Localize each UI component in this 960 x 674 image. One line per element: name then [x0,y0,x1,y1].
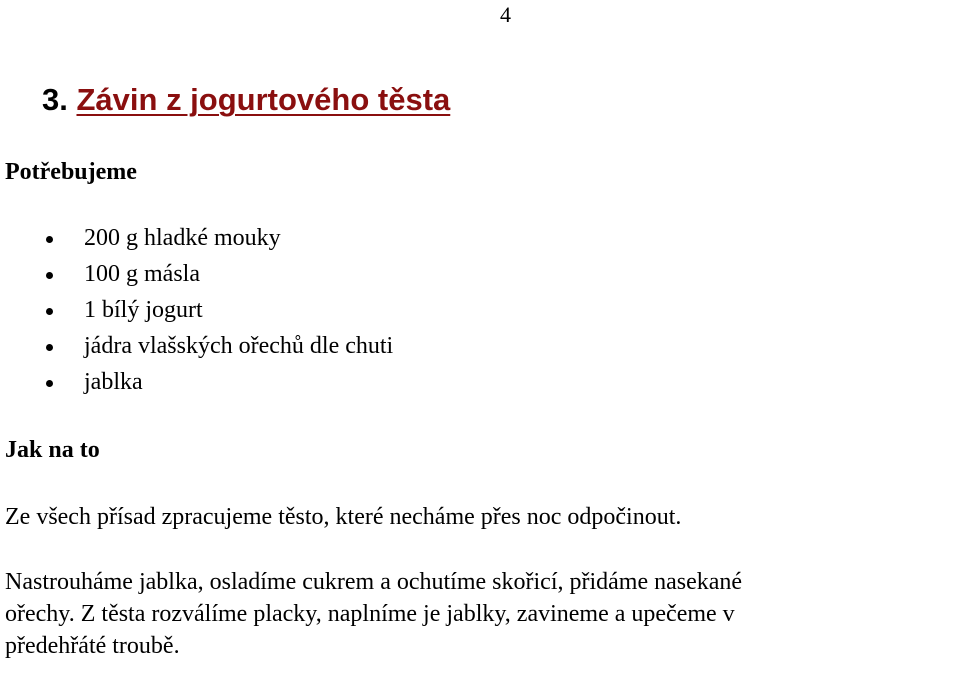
ingredient-text: 1 bílý jogurt [84,297,203,323]
ingredients-heading: Potřebujeme [5,159,137,185]
bullet-icon [46,344,53,351]
paragraph-line: Nastrouháme jablka, osladíme cukrem a ochutíme skořicí, přidáme nasekané [5,569,743,595]
paragraph-line: předehřáté troubě. [5,633,180,659]
paragraph-line: Ze všech přísad zpracujeme těsto, které necháme přes noc odpočinout. [5,504,682,530]
recipe-title [42,80,450,120]
bullet-icon [46,272,53,279]
recipe-number: 3. [42,82,68,117]
bullet-icon [46,380,53,387]
bullet-icon [46,308,53,315]
page-number: 4 [500,2,511,27]
ingredient-text: 200 g hladké mouky [84,225,281,251]
method-paragraph [5,566,742,662]
recipe-name: Závin z jogurtového těsta [76,82,451,117]
method-heading: Jak na to [5,437,100,463]
ingredient-text: 100 g másla [84,261,200,287]
paragraph-line: ořechy. Z těsta rozválíme placky, naplníme je jablky, zavineme a upečeme v [5,601,735,627]
ingredient-text: jablka [84,369,143,395]
method-paragraph [5,501,681,533]
ingredient-text: jádra vlašských ořechů dle chuti [84,333,394,359]
bullet-icon [46,236,53,243]
